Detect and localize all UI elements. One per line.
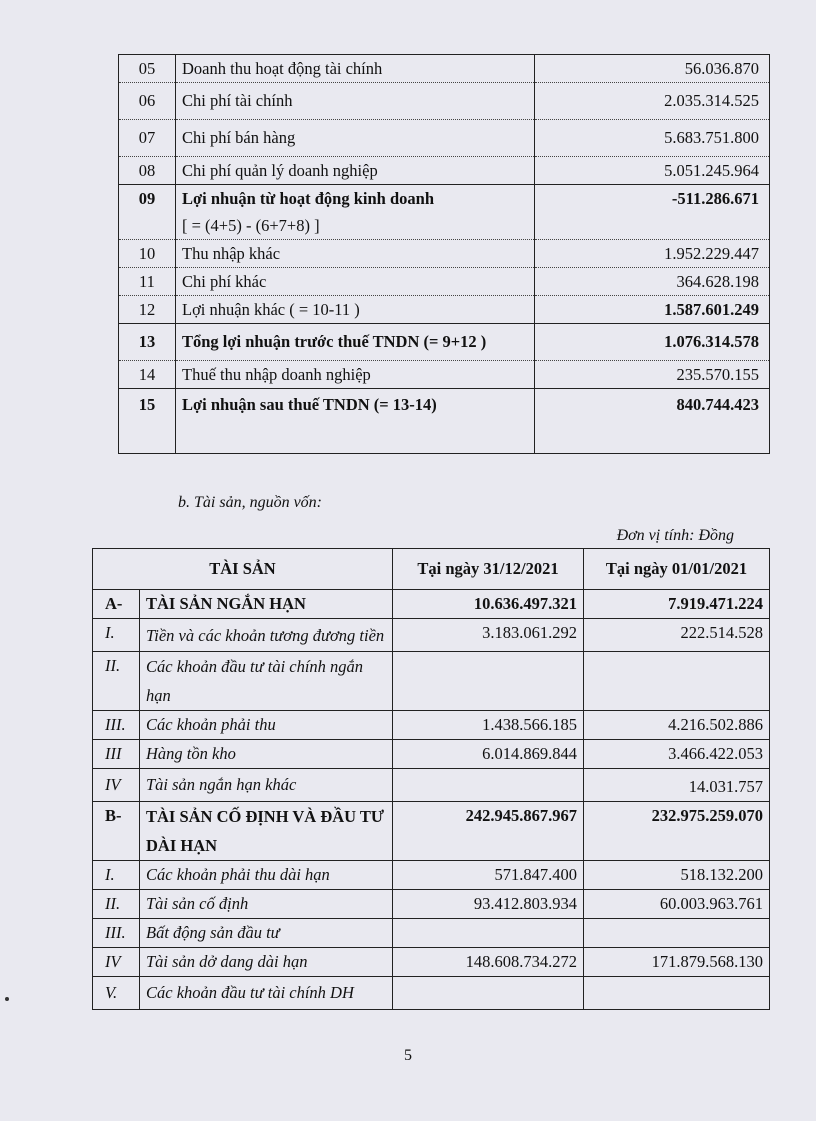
row-number: 06 [119, 83, 176, 120]
value-2021-12-31 [393, 769, 584, 802]
row-label: Thuế thu nhập doanh nghiệp [176, 361, 535, 389]
row-label: TÀI SẢN CỐ ĐỊNH VÀ ĐẦU TƯ DÀI HẠN [140, 802, 393, 861]
value-2021-01-01: 3.466.422.053 [584, 740, 770, 769]
value-2021-12-31: 571.847.400 [393, 861, 584, 890]
table-row [93, 619, 770, 652]
row-number: 14 [119, 361, 176, 389]
table-row [119, 55, 770, 83]
row-label: TÀI SẢN NGẮN HẠN [140, 590, 393, 619]
row-label: Tổng lợi nhuận trước thuế TNDN (= 9+12 ) [176, 324, 535, 361]
value-2021-12-31: 242.945.867.967 [393, 802, 584, 861]
row-label: Bất động sản đầu tư [140, 919, 393, 948]
table-row [93, 919, 770, 948]
row-value: 2.035.314.525 [535, 83, 770, 120]
value-2021-12-31: 3.183.061.292 [393, 619, 584, 652]
table-row [93, 861, 770, 890]
row-label: Lợi nhuận khác ( = 10-11 ) [176, 296, 535, 324]
row-label: Chi phí quản lý doanh nghiệp [176, 157, 535, 185]
row-label: Tài sản dở dang dài hạn [140, 948, 393, 977]
value-2021-01-01: 7.919.471.224 [584, 590, 770, 619]
table-row [119, 157, 770, 185]
row-number: III. [93, 919, 140, 948]
row-label: Chi phí bán hàng [176, 120, 535, 157]
assets-table [92, 548, 770, 1010]
row-number: IV [93, 948, 140, 977]
row-number: II. [93, 890, 140, 919]
table-row [93, 977, 770, 1010]
row-label-formula: [ = (4+5) - (6+7+8) ] [176, 212, 535, 240]
value-2021-01-01: 14.031.757 [584, 769, 770, 802]
table-row [119, 324, 770, 361]
value-2021-12-31: 10.636.497.321 [393, 590, 584, 619]
row-label: Tài sản cố định [140, 890, 393, 919]
row-number: 12 [119, 296, 176, 324]
row-label: Các khoản đầu tư tài chính DH [140, 977, 393, 1010]
row-label: Chi phí tài chính [176, 83, 535, 120]
value-2021-12-31: 1.438.566.185 [393, 711, 584, 740]
row-value: 235.570.155 [535, 361, 770, 389]
value-2021-12-31 [393, 652, 584, 711]
row-number: V. [93, 977, 140, 1010]
row-number: 09 [119, 185, 176, 213]
row-label: Tài sản ngắn hạn khác [140, 769, 393, 802]
table-header-row [93, 549, 770, 590]
row-label: Các khoản phải thu [140, 711, 393, 740]
row-value: 364.628.198 [535, 268, 770, 296]
value-2021-12-31: 93.412.803.934 [393, 890, 584, 919]
table-row [119, 240, 770, 268]
row-number: I. [93, 861, 140, 890]
table-row [119, 361, 770, 389]
row-label: Lợi nhuận sau thuế TNDN (= 13-14) [176, 389, 535, 454]
table-row [93, 711, 770, 740]
table-row [93, 802, 770, 861]
row-number: 10 [119, 240, 176, 268]
section-b-title: b. Tài sản, nguồn vốn: [178, 494, 322, 511]
row-label: Các khoản đầu tư tài chính ngắn hạn [140, 652, 393, 711]
row-number: 08 [119, 157, 176, 185]
value-2021-01-01 [584, 919, 770, 948]
table-row [119, 120, 770, 157]
row-number: III [93, 740, 140, 769]
row-value: -511.286.671 [535, 185, 770, 213]
row-number: B- [93, 802, 140, 861]
value-2021-01-01: 60.003.963.761 [584, 890, 770, 919]
row-number: IV [93, 769, 140, 802]
value-2021-01-01: 171.879.568.130 [584, 948, 770, 977]
value-2021-12-31: 148.608.734.272 [393, 948, 584, 977]
table-row [93, 890, 770, 919]
table-row [93, 740, 770, 769]
row-number: 05 [119, 55, 176, 83]
row-value: 1.952.229.447 [535, 240, 770, 268]
scan-speck [5, 997, 9, 1001]
row-label: Các khoản phải thu dài hạn [140, 861, 393, 890]
unit-label: Đơn vị tính: Đồng [616, 527, 734, 544]
row-value: 5.051.245.964 [535, 157, 770, 185]
value-2021-01-01: 232.975.259.070 [584, 802, 770, 861]
value-2021-01-01: 518.132.200 [584, 861, 770, 890]
row-number: 13 [119, 324, 176, 361]
value-2021-12-31 [393, 919, 584, 948]
column-header: Tại ngày 01/01/2021 [584, 549, 770, 590]
table-row [119, 212, 770, 240]
value-2021-01-01: 4.216.502.886 [584, 711, 770, 740]
row-value: 56.036.870 [684, 58, 759, 78]
income-statement-table [118, 54, 770, 454]
row-number: 11 [119, 268, 176, 296]
row-number: 15 [119, 389, 176, 454]
row-label: Doanh thu hoạt động tài chính [176, 55, 535, 83]
row-value: 840.744.423 [535, 389, 770, 454]
row-value: 1.076.314.578 [535, 324, 770, 361]
row-label: Chi phí khác [176, 268, 535, 296]
row-number: 07 [119, 120, 176, 157]
value-2021-12-31: 6.014.869.844 [393, 740, 584, 769]
table-row [93, 652, 770, 711]
table-row [119, 389, 770, 454]
row-label: Tiền và các khoản tương đương tiền [140, 619, 393, 652]
table-row [93, 590, 770, 619]
value-2021-12-31 [393, 977, 584, 1010]
row-label: Hàng tồn kho [140, 740, 393, 769]
column-header: Tại ngày 31/12/2021 [393, 549, 584, 590]
value-2021-01-01 [584, 977, 770, 1010]
row-label: Lợi nhuận từ hoạt động kinh doanh [176, 185, 535, 213]
row-label: Thu nhập khác [176, 240, 535, 268]
page-number: 5 [404, 1047, 412, 1064]
table-row [119, 83, 770, 120]
column-header: TÀI SẢN [93, 549, 393, 590]
row-number: II. [93, 652, 140, 711]
table-row [119, 268, 770, 296]
row-number: A- [93, 590, 140, 619]
row-number: III. [93, 711, 140, 740]
table-row [93, 769, 770, 802]
table-row [93, 948, 770, 977]
value-2021-01-01: 222.514.528 [584, 619, 770, 652]
table-row [119, 296, 770, 324]
row-value: 5.683.751.800 [535, 120, 770, 157]
row-value: 1.587.601.249 [535, 296, 770, 324]
row-number: I. [93, 619, 140, 652]
table-row [119, 185, 770, 213]
value-2021-01-01 [584, 652, 770, 711]
